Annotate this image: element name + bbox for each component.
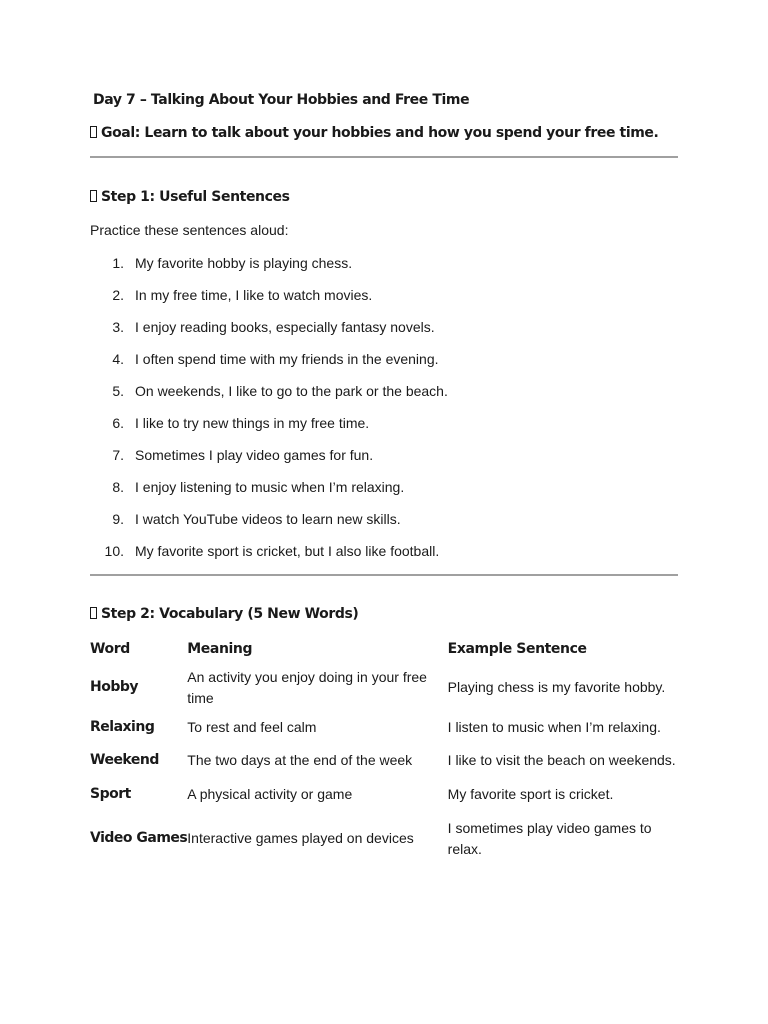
vocabulary-table [90,632,682,866]
page-title: Day 7 – Talking About Your Hobbies and Free Time [93,92,470,108]
step1-heading [90,189,290,205]
goal-line [90,125,658,141]
cell-example: My favorite sport is cricket. [447,785,614,802]
column-header-example: Example Sentence [447,640,587,657]
list-item-number: 3. [112,319,124,335]
list-item-text: Sometimes I play video games for fun. [135,447,374,463]
list-item-text: I enjoy reading books, especially fantasy novels. [135,319,435,335]
list-item-number: 8. [112,479,124,495]
table-row [90,777,682,811]
list-item-number: 4. [112,351,124,367]
list-item-text: I like to try new things in my free time. [135,415,370,431]
column-header-word: Word [90,640,130,657]
cell-meaning: An activity you enjoy doing in your free time [187,668,427,706]
cell-example: I listen to music when I’m relaxing. [447,718,661,735]
missing-glyph-icon [90,607,97,619]
list-item-text: My favorite hobby is playing chess. [135,255,353,271]
cell-example: I like to visit the beach on weekends. [447,752,676,768]
table-row [90,710,682,744]
column-header-meaning: Meaning [187,640,253,657]
cell-word: Hobby [90,679,139,695]
missing-glyph-icon [90,126,97,138]
table-row [90,744,682,777]
divider [90,574,678,576]
cell-meaning: To rest and feel calm [187,718,317,735]
list-item-number: 2. [112,287,124,303]
list-item-text: My favorite sport is cricket, but I also like football. [135,543,440,559]
step1-intro: Practice these sentences aloud: [90,222,289,238]
step2-heading [90,606,358,622]
divider [90,156,678,158]
list-item-text: I enjoy listening to music when I’m relaxing. [135,479,405,495]
cell-word: Video Games [90,830,188,846]
goal-text: Goal: Learn to talk about your hobbies and how you spend your free time. [101,125,659,141]
list-item-number: 7. [112,447,124,463]
cell-word: Sport [90,785,131,802]
list-item-number: 10. [104,543,124,559]
list-item-text: I often spend time with my friends in the evening. [135,351,439,367]
cell-meaning: The two days at the end of the week [187,752,413,768]
cell-meaning: Interactive games played on devices [187,830,414,846]
step2-heading-text: Step 2: Vocabulary (5 New Words) [101,606,359,622]
cell-meaning: A physical activity or game [187,785,353,802]
vocabulary-table-body [90,665,682,866]
cell-word: Relaxing [90,718,155,735]
cell-word: Weekend [90,752,159,768]
list-item-text: In my free time, I like to watch movies. [135,287,373,303]
list-item-number: 6. [112,415,124,431]
table-row [90,811,682,866]
list-item-number: 5. [112,383,124,399]
list-item-number: 9. [112,511,124,527]
cell-example: Playing chess is my favorite hobby. [447,679,666,695]
list-item-text: On weekends, I like to go to the park or the beach. [135,383,448,399]
list-item-number: 1. [112,255,124,271]
cell-example: I sometimes play video games to relax. [447,819,652,857]
missing-glyph-icon [90,190,97,202]
step1-heading-text: Step 1: Useful Sentences [101,189,290,205]
table-row [90,665,682,710]
list-item-text: I watch YouTube videos to learn new skills. [135,511,401,527]
table-header-row [90,632,682,665]
